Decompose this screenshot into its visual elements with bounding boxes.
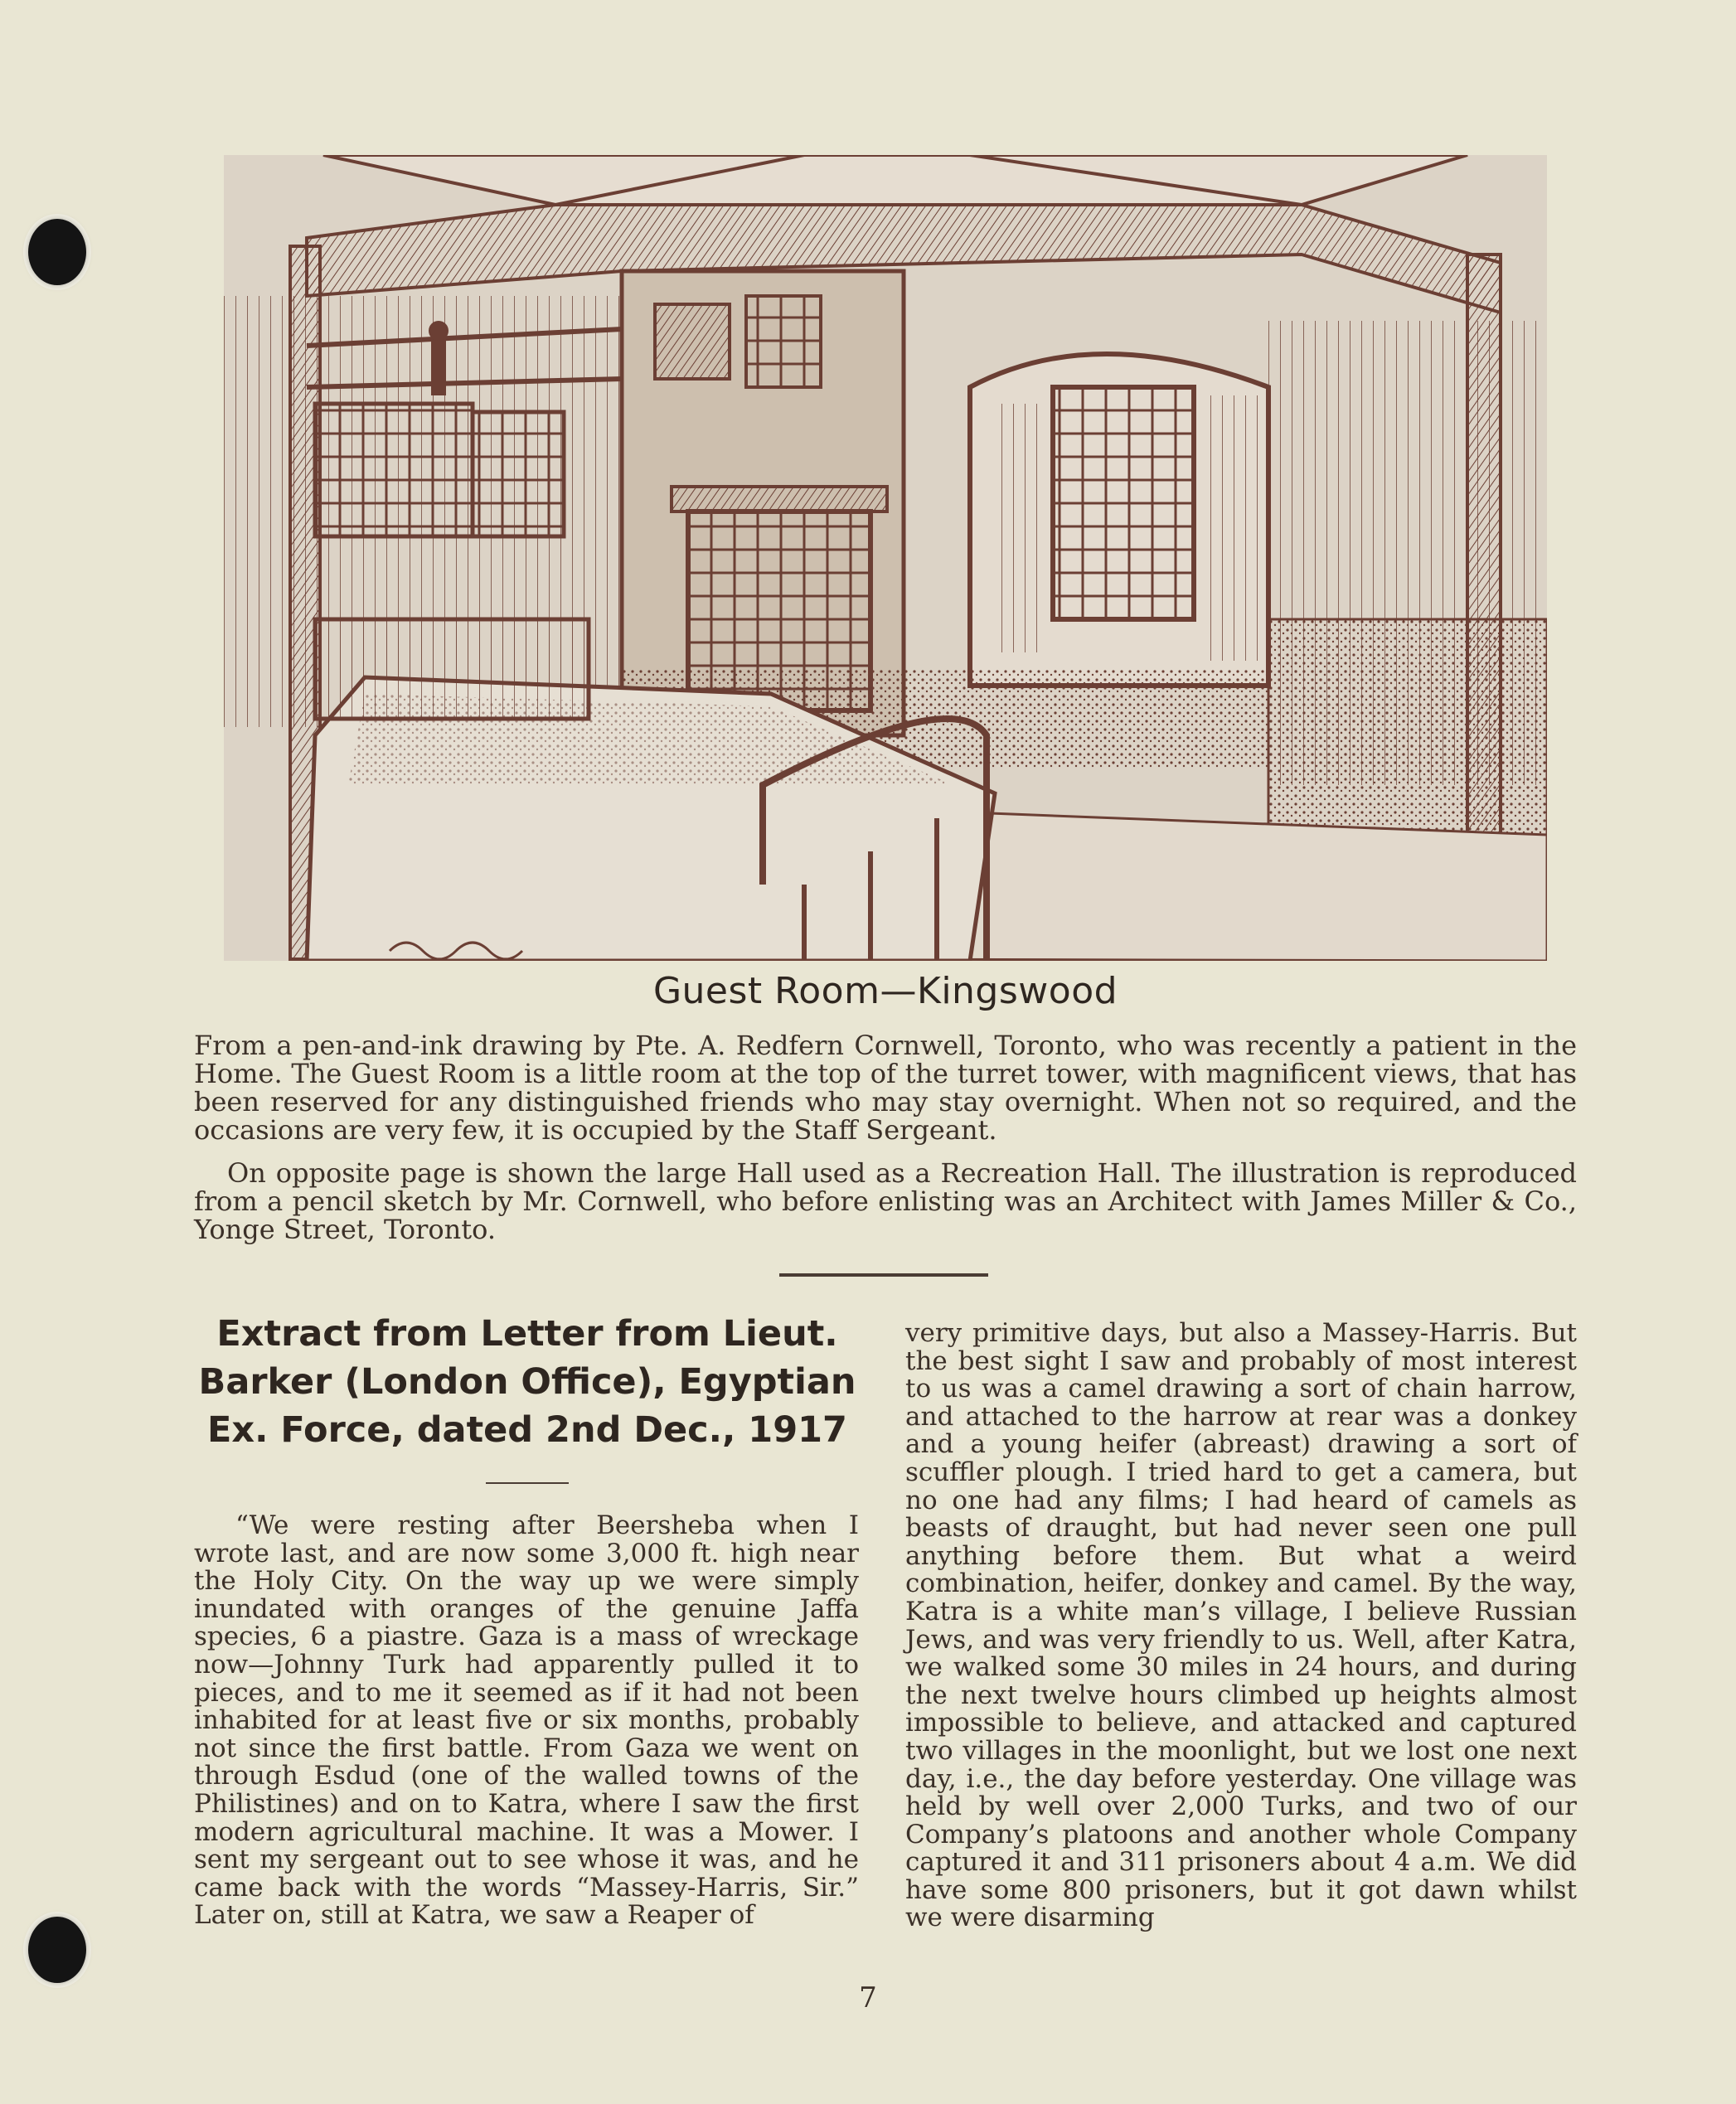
section-divider [779,1273,988,1277]
page-number: 7 [859,1981,877,2014]
punch-hole-bottom [28,1917,86,1983]
guest-room-illustration [224,155,1547,961]
caption-paragraph-1: From a pen-and-ink drawing by Pte. A. Redfern Cornwell, Toronto, who was recently a patient in the Home. The Guest Room is a little room at the top of the turret tower, with magnificent views, that has been reserved for any distinguished friends who may stay overnight. When not so required, and the occasions are very few, it is occupied by the Staff Sergeant. [194,1030,1577,1146]
pen-and-ink-drawing-icon [224,155,1547,961]
article-column-right: very primitive days, but also a Massey-Harris. But the best sight I saw and probably of most interest to us was a camel drawing a sort of chain harrow, and attached to the harrow at rear was a donkey and a young heifer (abreast) drawing a sort of scuffler plough. I tried hard to get a camera, but no one had any films; I had heard of camels as beasts of draught, but had never seen one pull anything before them. But what a weird combination, heifer, donkey and camel. By the way, Katra is a white man’s village, I believe Russian Jews, and was very friendly to us. Well, after Katra, we walked some 30 miles in 24 hours, and during the next twelve hours climbed up heights almost impossible to believe, and attacked and captured two villages in the moonlight, but we lost one next day, i.e., the day before yesterday. One village was held by well over 2,000 Turks, and two of our Company’s platoons and another whole Company captured it and 311 prisoners about 4 a.m. We did have some 800 prisoners, but it got dawn whilst we were disarming [905,1318,1577,1933]
punch-hole-top [28,219,86,285]
article-column-left: “We were resting after Beersheba when I wrote last, and are now some 3,000 ft. high near the Holy City. On the way up we were simply inundated with oranges of the genuine Jaffa species, 6 a piastre. Gaza is a mass of wreckage now—Johnny Turk had apparently pulled it to pieces, and to me it seemed as if it had not been inhabited for at least five or six months, probably not since the first battle. From Gaza we went on through Esdud (one of the walled towns of the Philistines) and on to Katra, where I saw the first modern agricultural machine. It was a Mower. I sent my sergeant out to see whose it was, and he came back with the words “Massey-Harris, Sir.” Later on, still at Katra, we saw a Reaper of [194,1510,859,1931]
title-underline [486,1482,569,1484]
caption-title: Guest Room—Kingswood [652,970,1118,1012]
article-title: Extract from Letter from Lieut. Barker (London Office), Egyptian Ex. Force, dated 2nd Dec., 1917 [198,1313,856,1451]
caption-paragraph-2: On opposite page is shown the large Hall used as a Recreation Hall. The illustration is reproduced from a pencil sketch by Mr. Cornwell, who before enlisting was an Architect with James Miller & Co., Yonge Street, Toronto. [194,1157,1577,1245]
